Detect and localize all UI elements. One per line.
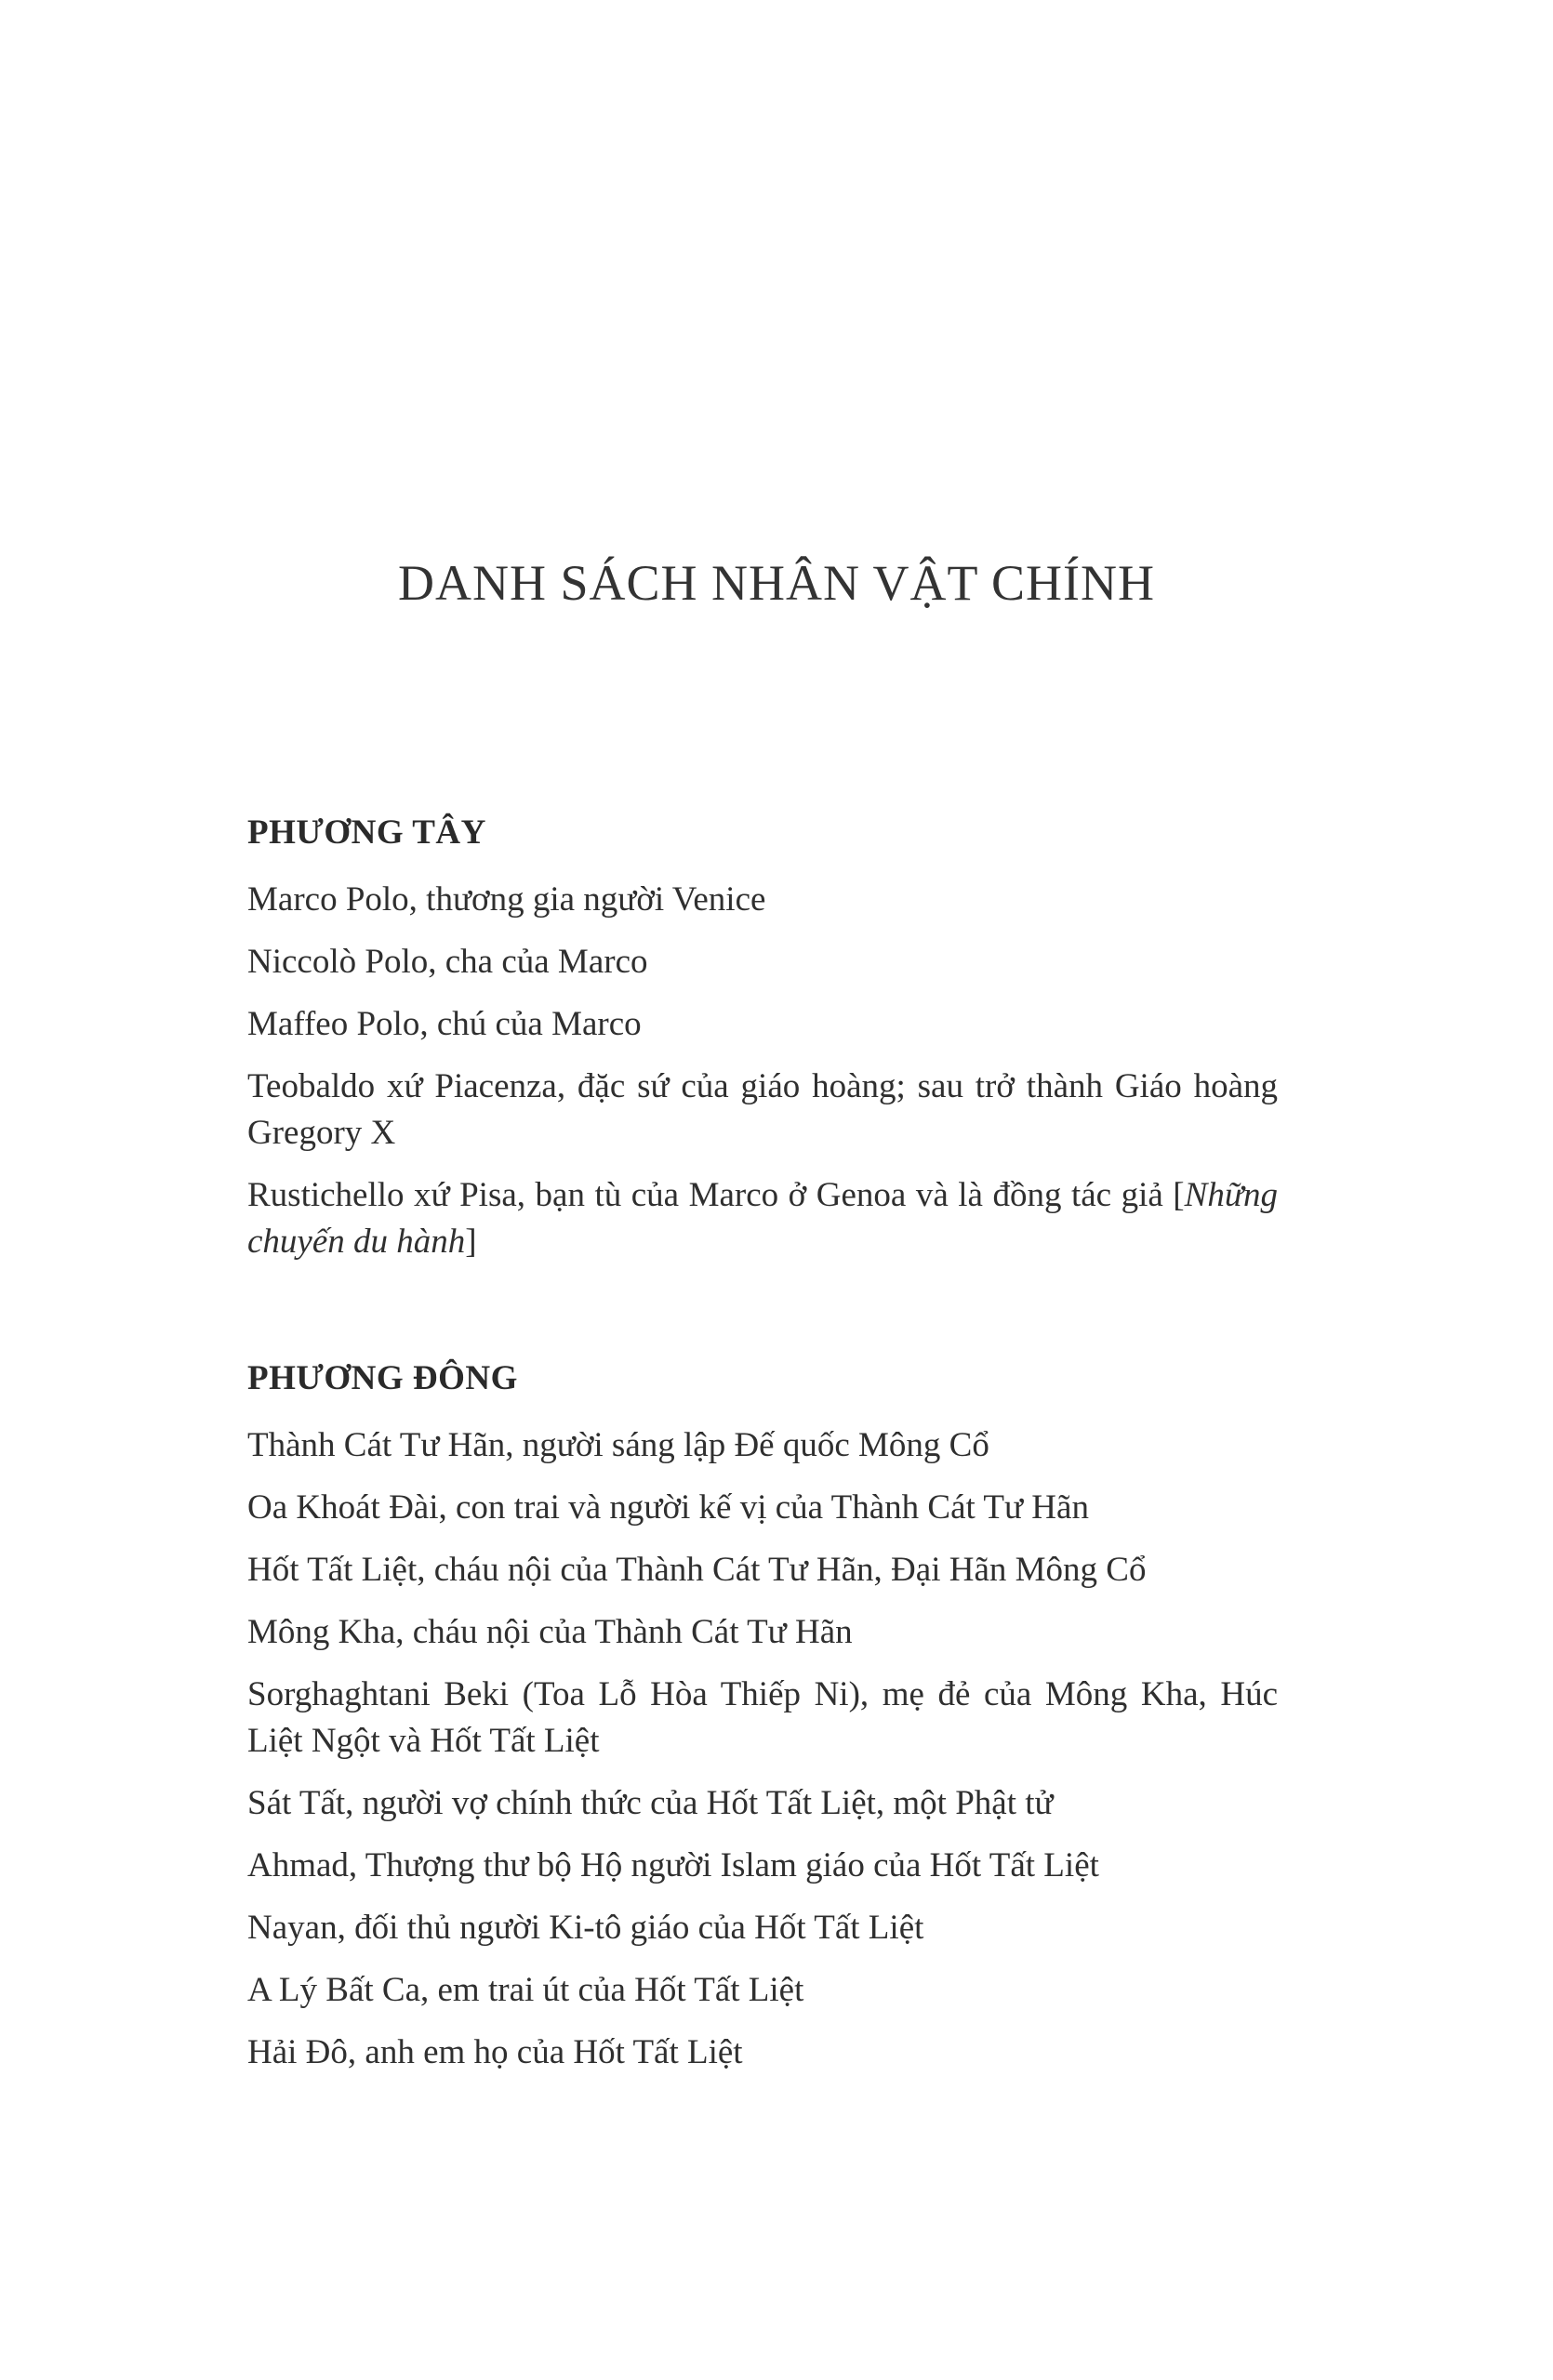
character-entry: Oa Khoát Đài, con trai và người kế vị của Thành Cát Tư Hãn <box>247 1488 1089 1527</box>
character-entry <box>247 1172 1278 1265</box>
character-entry: Nayan, đối thủ người Ki-tô giáo của Hốt Tất Liệt <box>247 1909 924 1947</box>
character-entry: Maffeo Polo, chú của Marco <box>247 1005 642 1043</box>
character-entry: Hốt Tất Liệt, cháu nội của Thành Cát Tư Hãn, Đại Hãn Mông Cổ <box>247 1551 1147 1589</box>
character-entry: Mông Kha, cháu nội của Thành Cát Tư Hãn <box>247 1613 853 1651</box>
section-heading-west: PHƯƠNG TÂY <box>247 813 486 852</box>
character-entry: Teobaldo xứ Piacenza, đặc sứ của giáo hoàng; sau trở thành Giáo hoàng Gregory X <box>247 1067 1278 1152</box>
entry-list-west <box>247 877 1278 1265</box>
character-entry: Sorghaghtani Beki (Toa Lỗ Hòa Thiếp Ni), mẹ đẻ của Mông Kha, Húc Liệt Ngột và Hốt Tất Liệt <box>247 1675 1278 1760</box>
character-list <box>247 813 1278 2092</box>
book-title-italic: Những chuyến du hành <box>247 1176 1278 1261</box>
character-entry: Sát Tất, người vợ chính thức của Hốt Tất Liệt, một Phật tử <box>247 1784 1054 1822</box>
character-entry: Niccolò Polo, cha của Marco <box>247 943 648 981</box>
entry-text-after: ] <box>465 1223 477 1261</box>
character-entry: A Lý Bất Ca, em trai út của Hốt Tất Liệt <box>247 1971 804 2009</box>
section-west <box>247 813 1278 1265</box>
character-entry: Ahmad, Thượng thư bộ Hộ người Islam giáo của Hốt Tất Liệt <box>247 1846 1099 1884</box>
character-entry: Hải Đô, anh em họ của Hốt Tất Liệt <box>247 2033 743 2071</box>
character-entry: Thành Cát Tư Hãn, người sáng lập Đế quốc Mông Cổ <box>247 1426 989 1464</box>
page-title: DANH SÁCH NHÂN VẬT CHÍNH <box>397 555 1156 611</box>
character-entry: Marco Polo, thương gia người Venice <box>247 880 766 919</box>
section-east <box>247 1358 1278 2076</box>
entry-list-east <box>247 1422 1278 2076</box>
entry-text: Rustichello xứ Pisa, bạn tù của Marco ở Genoa và là đồng tác giả [ <box>247 1176 1185 1214</box>
section-heading-east: PHƯƠNG ĐÔNG <box>247 1359 518 1397</box>
